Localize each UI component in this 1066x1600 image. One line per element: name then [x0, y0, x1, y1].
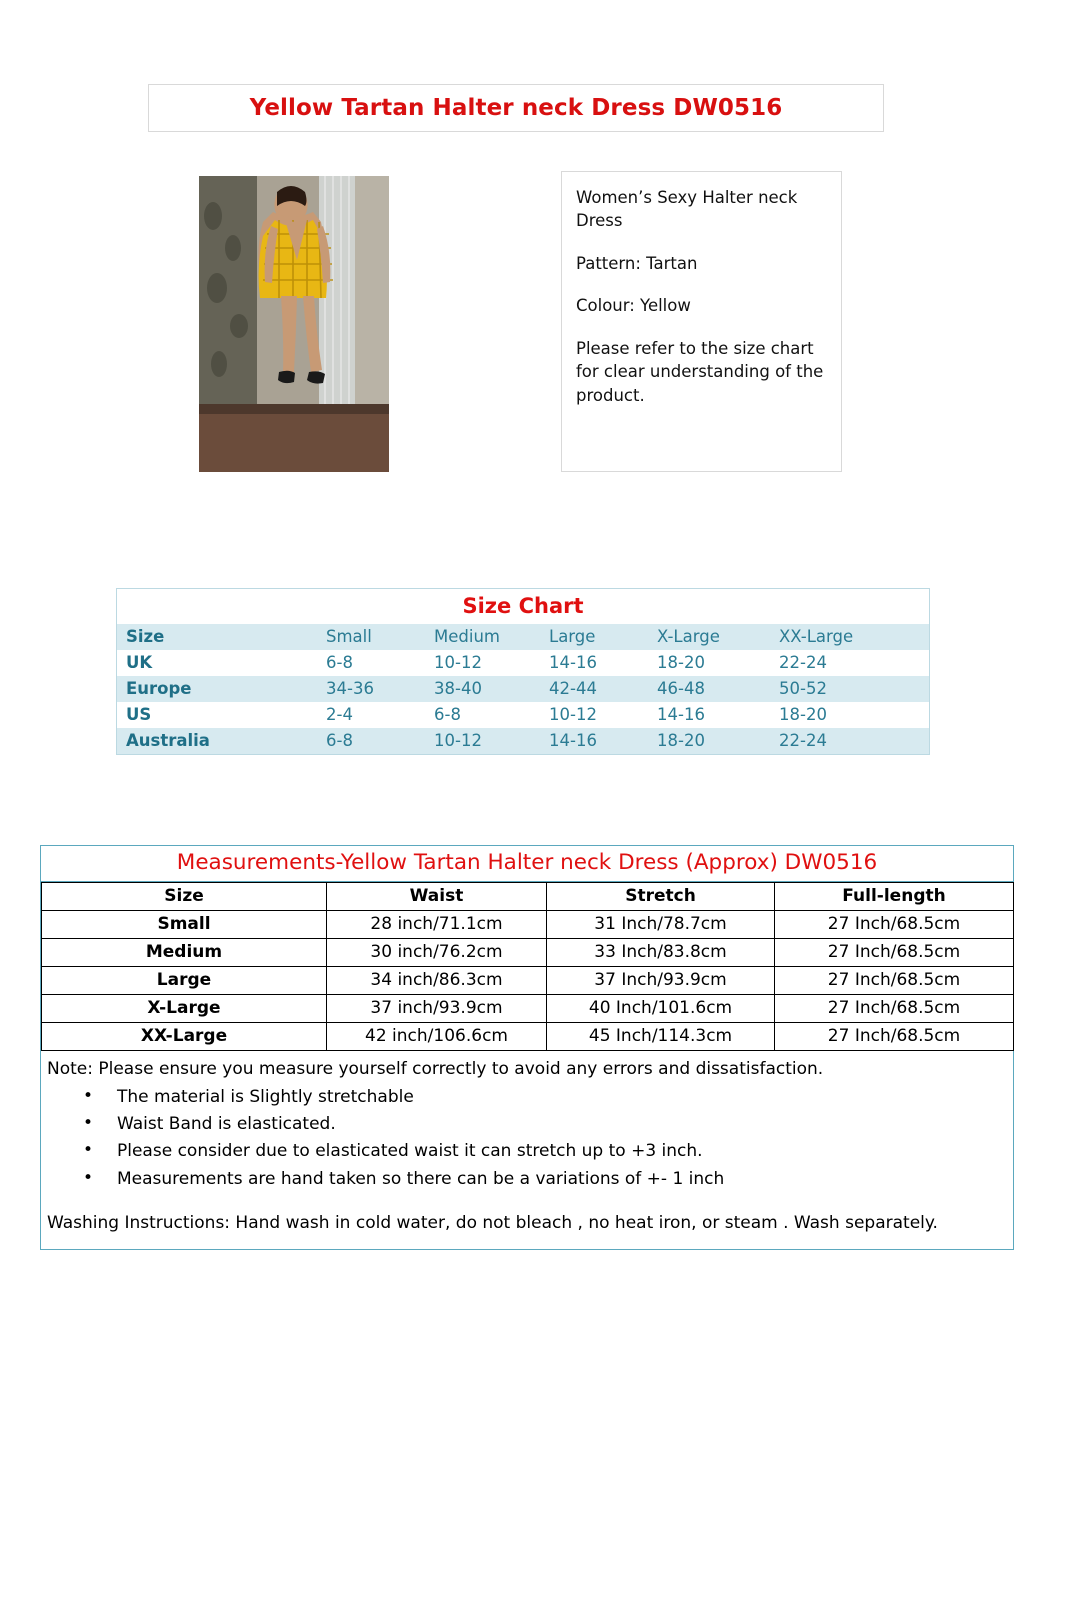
measurements-size: X-Large — [42, 995, 327, 1023]
size-chart-cell: 10-12 — [549, 705, 597, 724]
size-chart-header-small: Small — [326, 627, 372, 646]
measurements-size: Medium — [42, 939, 327, 967]
measurements-waist: 37 inch/93.9cm — [327, 995, 547, 1023]
size-chart-cell: 18-20 — [657, 653, 705, 672]
measurements-header-size: Size — [42, 883, 327, 911]
list-item: • Waist Band is elasticated. — [83, 1112, 1003, 1136]
product-photo — [199, 176, 389, 472]
measurements-stretch: 37 Inch/93.9cm — [547, 967, 775, 995]
note-bullet-list — [45, 1085, 1003, 1191]
size-chart-cell: 6-8 — [434, 705, 461, 724]
table-row — [42, 1023, 1014, 1051]
measurements-section — [40, 845, 1014, 1250]
measurements-size: Large — [42, 967, 327, 995]
measurements-full-length: 27 Inch/68.5cm — [775, 911, 1014, 939]
table-row — [117, 702, 929, 728]
measurements-stretch: 45 Inch/114.3cm — [547, 1023, 775, 1051]
size-chart-header-size: Size — [126, 627, 165, 646]
size-chart-row-label: US — [126, 705, 152, 724]
size-chart-cell: 22-24 — [779, 731, 827, 750]
product-photo-image — [199, 176, 389, 472]
measurements-header-row — [42, 883, 1014, 911]
size-chart-cell: 6-8 — [326, 653, 353, 672]
size-chart-row-label: Europe — [126, 679, 192, 698]
measurements-waist: 42 inch/106.6cm — [327, 1023, 547, 1051]
measurements-size: Small — [42, 911, 327, 939]
description-line-1: Women’s Sexy Halter neck Dress — [576, 188, 798, 231]
measurements-stretch: 33 Inch/83.8cm — [547, 939, 775, 967]
description-line-4: Please refer to the size chart for clear understanding of the product. — [576, 338, 824, 405]
description-line-3: Colour: Yellow — [576, 296, 691, 316]
notes-section — [41, 1051, 1013, 1249]
list-item: • Please consider due to elasticated waist it can stretch up to +3 inch. — [83, 1139, 1003, 1163]
size-chart-cell: 14-16 — [549, 653, 597, 672]
size-chart-cell: 42-44 — [549, 679, 597, 698]
size-chart-cell: 22-24 — [779, 653, 827, 672]
size-chart-cell: 10-12 — [434, 653, 482, 672]
size-chart-cell: 10-12 — [434, 731, 482, 750]
table-row — [117, 676, 929, 702]
measurements-header-full-length: Full-length — [775, 883, 1014, 911]
size-chart-cell: 2-4 — [326, 705, 353, 724]
measurements-full-length: 27 Inch/68.5cm — [775, 967, 1014, 995]
measurements-size: XX-Large — [42, 1023, 327, 1051]
size-chart-row-label: UK — [126, 653, 153, 672]
measurements-header-waist: Waist — [327, 883, 547, 911]
size-chart-cell: 14-16 — [549, 731, 597, 750]
size-chart-table — [117, 624, 929, 754]
size-chart-header-xxlarge: XX-Large — [779, 627, 854, 646]
list-item: • The material is Slightly stretchable — [83, 1085, 1003, 1109]
page-title: Yellow Tartan Halter neck Dress DW0516 — [249, 95, 783, 121]
size-chart-header-row — [117, 624, 929, 650]
table-row — [117, 728, 929, 754]
size-chart-header-xlarge: X-Large — [657, 627, 720, 646]
product-description — [561, 171, 842, 472]
measurements-full-length: 27 Inch/68.5cm — [775, 1023, 1014, 1051]
size-chart-cell: 14-16 — [657, 705, 705, 724]
size-chart-title: Size Chart — [117, 589, 929, 624]
size-chart-cell: 18-20 — [657, 731, 705, 750]
table-row — [117, 650, 929, 676]
size-chart-cell: 18-20 — [779, 705, 827, 724]
table-row — [42, 911, 1014, 939]
measurements-table — [41, 882, 1014, 1051]
size-chart-cell: 46-48 — [657, 679, 705, 698]
note-heading: Note: Please ensure you measure yourself correctly to avoid any errors and dissatisfaction. — [47, 1059, 824, 1079]
size-chart-cell: 50-52 — [779, 679, 827, 698]
measurements-waist: 34 inch/86.3cm — [327, 967, 547, 995]
size-chart-header-large: Large — [549, 627, 596, 646]
size-chart-cell: 34-36 — [326, 679, 374, 698]
size-chart-header-medium: Medium — [434, 627, 500, 646]
measurements-title: Measurements-Yellow Tartan Halter neck Dress (Approx) DW0516 — [41, 846, 1013, 882]
measurements-waist: 28 inch/71.1cm — [327, 911, 547, 939]
size-chart — [116, 588, 930, 755]
table-row — [42, 995, 1014, 1023]
table-row — [42, 967, 1014, 995]
size-chart-cell: 38-40 — [434, 679, 482, 698]
washing-instructions: Washing Instructions: Hand wash in cold water, do not bleach , no heat iron, or steam . Wash separately. — [47, 1212, 938, 1233]
table-row — [42, 939, 1014, 967]
description-line-2: Pattern: Tartan — [576, 253, 698, 273]
measurements-full-length: 27 Inch/68.5cm — [775, 995, 1014, 1023]
measurements-stretch: 40 Inch/101.6cm — [547, 995, 775, 1023]
list-item: • Measurements are hand taken so there can be a variations of +- 1 inch — [83, 1167, 1003, 1191]
size-chart-row-label: Australia — [126, 731, 210, 750]
measurements-header-stretch: Stretch — [547, 883, 775, 911]
measurements-stretch: 31 Inch/78.7cm — [547, 911, 775, 939]
measurements-full-length: 27 Inch/68.5cm — [775, 939, 1014, 967]
measurements-waist: 30 inch/76.2cm — [327, 939, 547, 967]
size-chart-cell: 6-8 — [326, 731, 353, 750]
document-title-box — [148, 84, 884, 132]
